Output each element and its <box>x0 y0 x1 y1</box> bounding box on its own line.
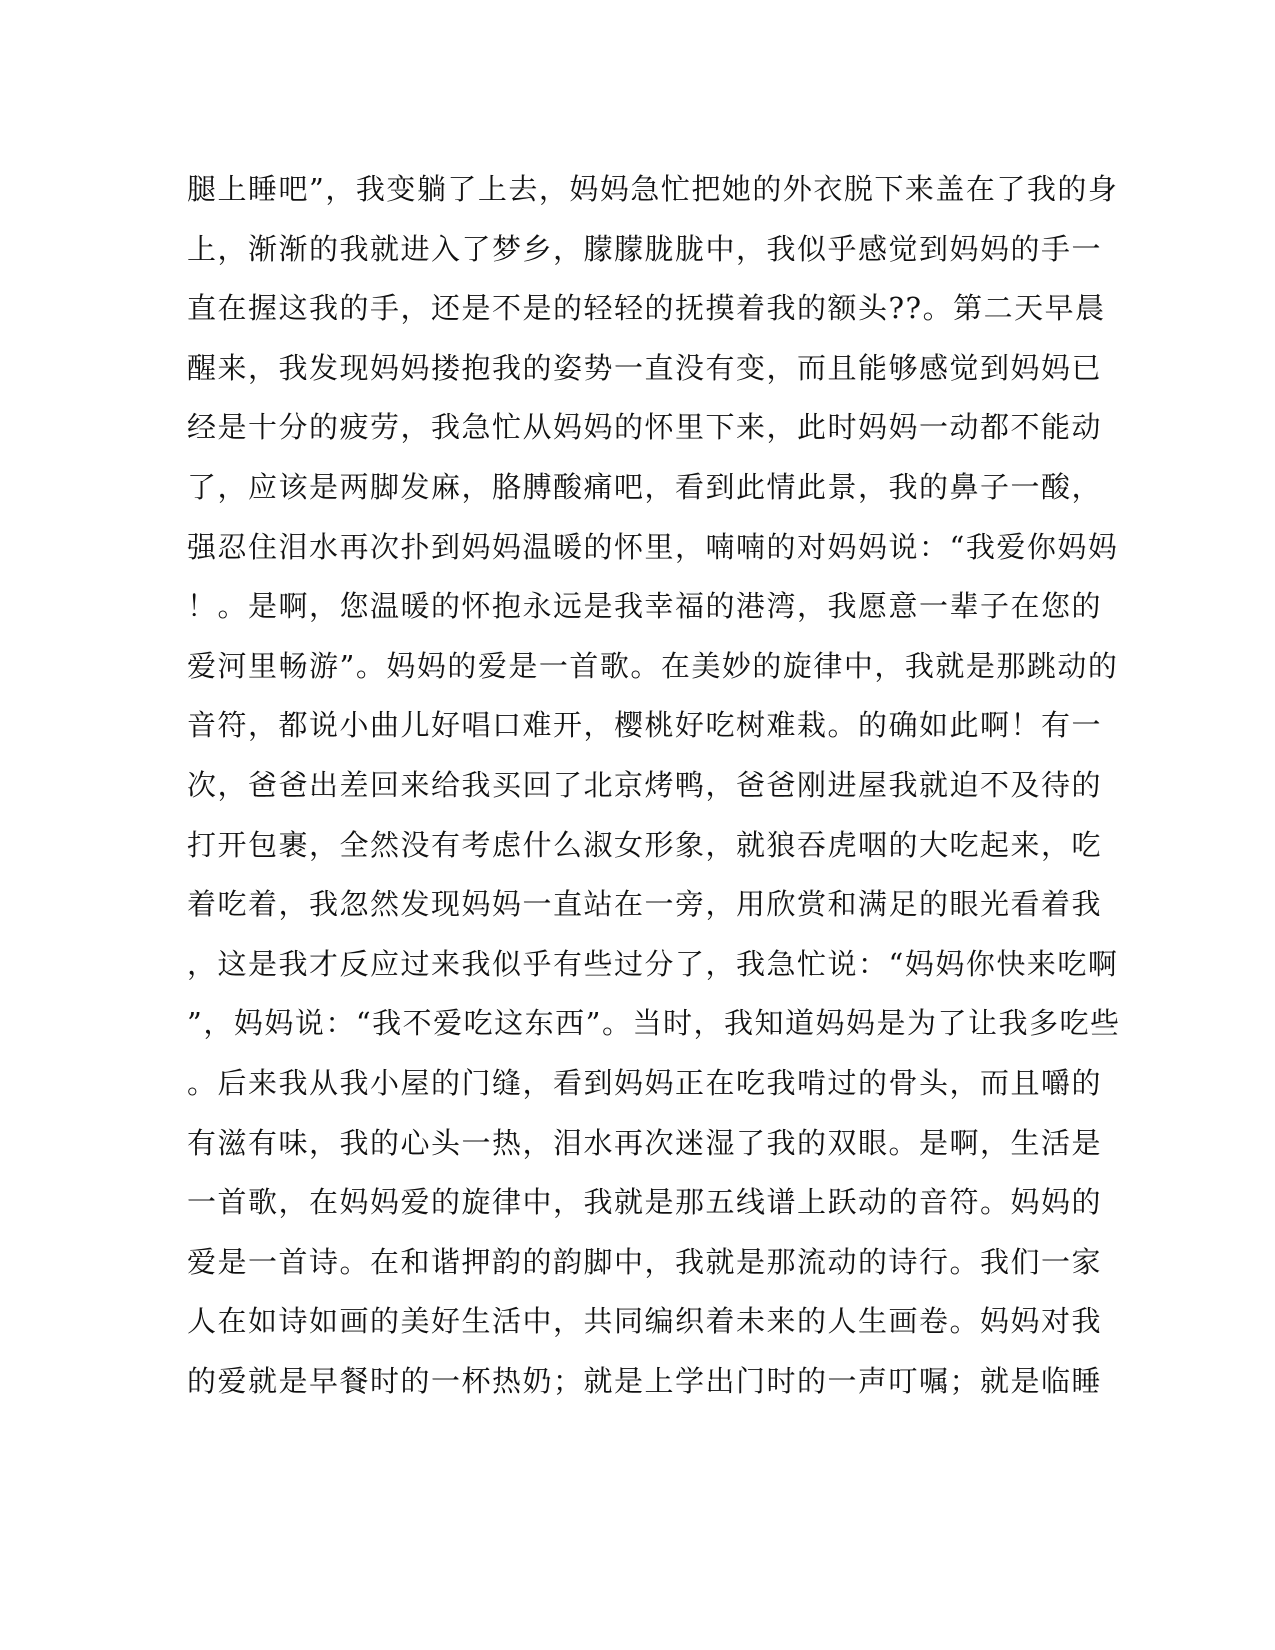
text-line: 次，爸爸出差回来给我买回了北京烤鸭，爸爸刚进屋我就迫不及待的 <box>187 767 1103 802</box>
text-line: 直在握这我的手，还是不是的轻轻的抚摸着我的额头??。第二天早晨 <box>187 291 1106 326</box>
text-line: ！。是啊，您温暖的怀抱永远是我幸福的港湾，我愿意一辈子在您的 <box>187 589 1103 624</box>
text-line: 的爱就是早餐时的一杯热奶；就是上学出门时的一声叮嘱；就是临睡 <box>187 1363 1103 1398</box>
text-line: 打开包裹，全然没有考虑什么淑女形象，就狼吞虎咽的大吃起来，吃 <box>187 827 1103 862</box>
text-line: 了，应该是两脚发麻，胳膊酸痛吧，看到此情此景，我的鼻子一酸， <box>187 469 1103 504</box>
text-line: 有滋有味，我的心头一热，泪水再次迷湿了我的双眼。是啊，生活是 <box>187 1125 1103 1160</box>
text-line: ”，妈妈说：“我不爱吃这东西”。当时，我知道妈妈是为了让我多吃些 <box>187 1006 1121 1041</box>
text-line: 一首歌，在妈妈爱的旋律中，我就是那五线谱上跃动的音符。妈妈的 <box>187 1185 1103 1220</box>
body-text <box>187 160 1121 1411</box>
text-line: 强忍住泪水再次扑到妈妈温暖的怀里，喃喃的对妈妈说：“我爱你妈妈 <box>187 529 1119 564</box>
text-line: 经是十分的疲劳，我急忙从妈妈的怀里下来，此时妈妈一动都不能动 <box>187 410 1103 445</box>
text-line: 爱是一首诗。在和谐押韵的韵脚中，我就是那流动的诗行。我们一家 <box>187 1244 1103 1279</box>
text-line: 。后来我从我小屋的门缝，看到妈妈正在吃我啃过的骨头，而且嚼的 <box>187 1065 1103 1100</box>
text-line: 着吃着，我忽然发现妈妈一直站在一旁，用欣赏和满足的眼光看着我 <box>187 887 1103 922</box>
text-line: 爱河里畅游”。妈妈的爱是一首歌。在美妙的旋律中，我就是那跳动的 <box>187 648 1119 683</box>
text-line: 腿上睡吧”，我变躺了上去，妈妈急忙把她的外衣脱下来盖在了我的身 <box>187 172 1119 206</box>
text-line: 醒来，我发现妈妈搂抱我的姿势一直没有变，而且能够感觉到妈妈已 <box>187 350 1103 385</box>
text-line: 人在如诗如画的美好生活中，共同编织着未来的人生画卷。妈妈对我 <box>187 1304 1103 1339</box>
text-line: ，这是我才反应过来我似乎有些过分了，我急忙说：“妈妈你快来吃啊 <box>187 946 1119 981</box>
text-line: 上，渐渐的我就进入了梦乡，朦朦胧胧中，我似乎感觉到妈妈的手一 <box>187 231 1103 266</box>
text-line: 音符，都说小曲儿好唱口难开，樱桃好吃树难栽。的确如此啊！有一 <box>187 708 1103 743</box>
